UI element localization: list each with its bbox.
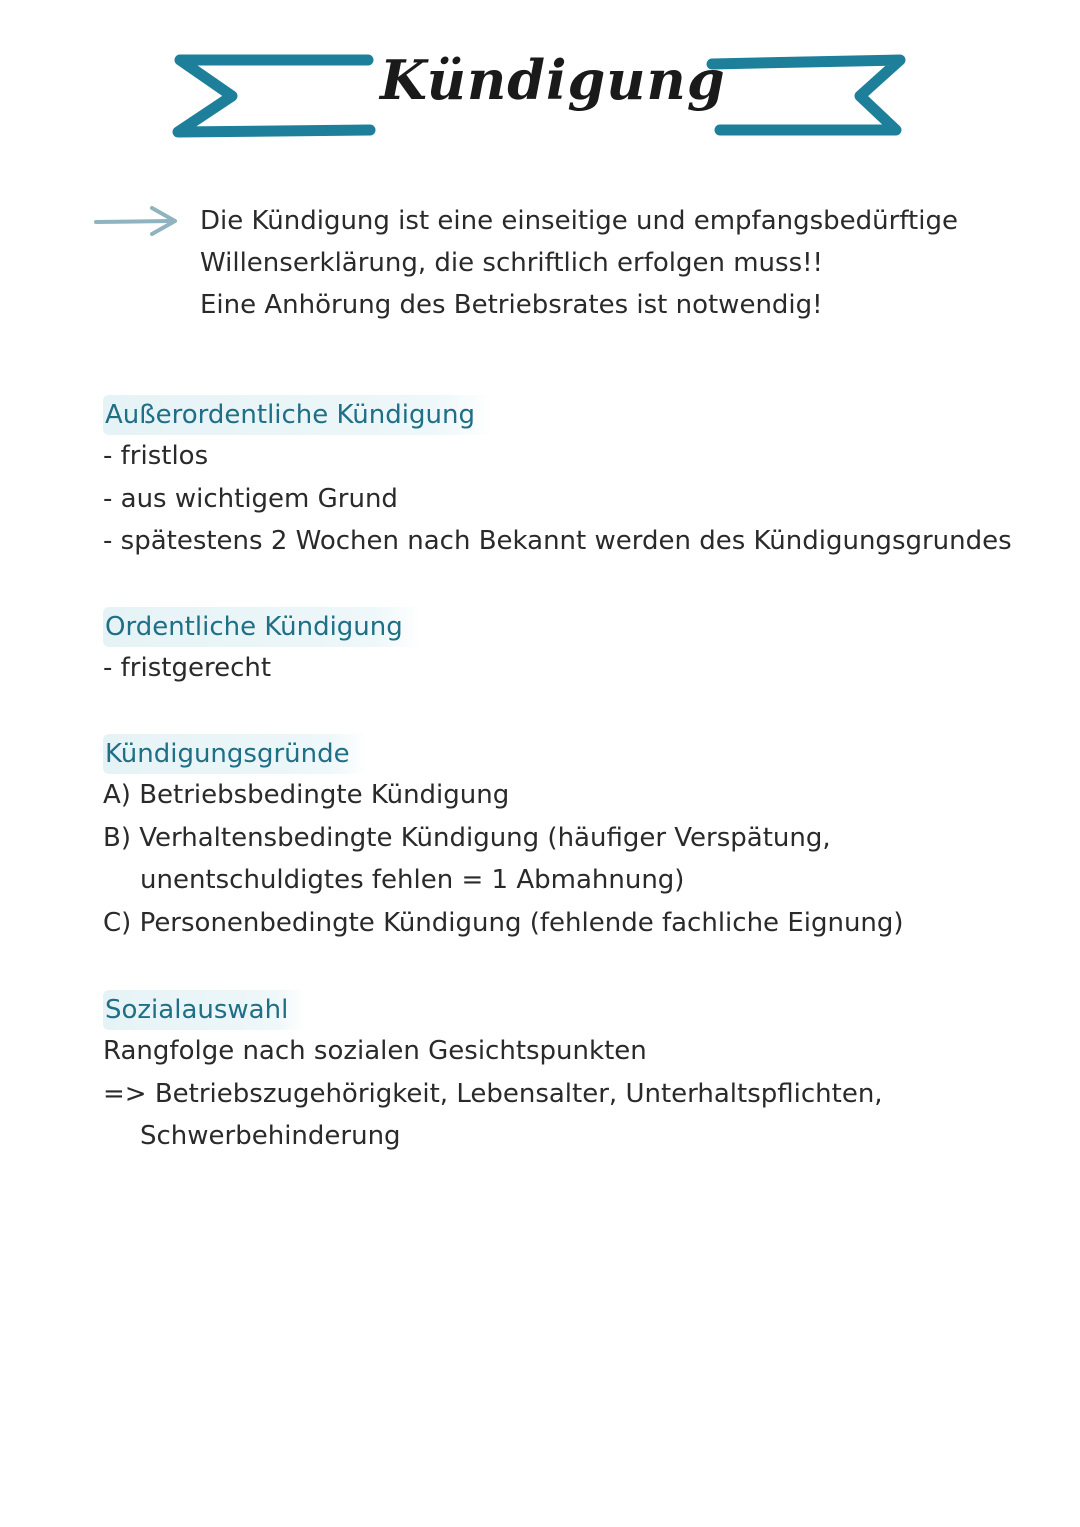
list-item: - fristlos (103, 441, 209, 471)
list-item: C) Personenbedingte Kündigung (fehlende fachliche Eignung) (103, 907, 904, 938)
intro-line: Willenserklärung, die schriftlich erfolgen muss!! (200, 248, 823, 278)
section-ordentliche-kuendigung (103, 607, 1043, 690)
page-title: Kündigung (380, 48, 726, 112)
section-heading: Ordentliche Kündigung (103, 607, 421, 647)
list-item-continuation: unentschuldigtes fehlen = 1 Abmahnung) (140, 865, 685, 895)
list-item: B) Verhaltensbedingte Kündigung (häufiger Verspätung, (103, 822, 831, 853)
section-heading: Kündigungsgründe (103, 734, 368, 774)
section-kuendigungsgruende (103, 734, 1043, 944)
left-bracket-decoration (178, 60, 370, 132)
section-ausserordentliche-kuendigung (103, 395, 1043, 563)
list-item: - fristgerecht (103, 653, 272, 683)
intro-line: Die Kündigung ist eine einseitige und empfangsbedürftige (200, 206, 958, 236)
list-item: => Betriebszugehörigkeit, Lebensalter, Unterhaltspflichten, (103, 1078, 883, 1109)
section-heading: Außerordentliche Kündigung (103, 395, 493, 435)
section-sozialauswahl (103, 990, 1043, 1158)
right-bracket-decoration (712, 60, 900, 130)
arrow-right-icon (92, 203, 182, 237)
list-item: - spätestens 2 Wochen nach Bekannt werden des Kündigungsgrundes (103, 526, 1012, 556)
section-heading: Sozialauswahl (103, 990, 306, 1030)
list-item: - aus wichtigem Grund (103, 483, 398, 514)
list-item: Rangfolge nach sozialen Gesichtspunkten (103, 1036, 647, 1066)
list-item: A) Betriebsbedingte Kündigung (103, 780, 510, 810)
intro-line: Eine Anhörung des Betriebsrates ist notwendig! (200, 290, 823, 320)
list-item-continuation: Schwerbehinderung (140, 1121, 401, 1151)
intro-text (200, 200, 1020, 326)
